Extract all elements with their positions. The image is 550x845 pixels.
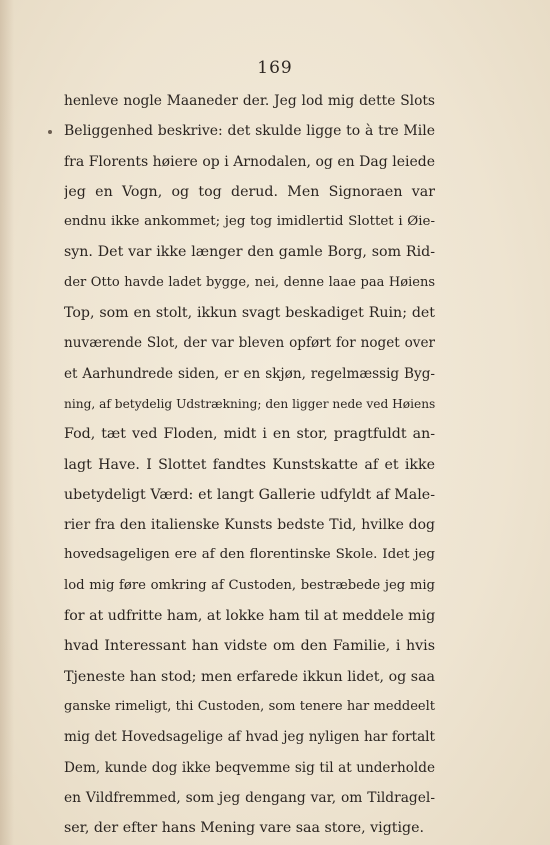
text-line: ganske rimeligt, thi Custoden, som tenere har meddeelt [64, 698, 435, 714]
text-line: ser, der efter hans Mening vare saa store, vigtige. [64, 820, 425, 837]
text-line: fra Florents høiere op i Arnodalen, og en Dag leiede [64, 153, 435, 170]
text-line: ubetydeligt Værd: et langt Gallerie udfyldt af Male- [64, 486, 435, 503]
text-line: ning, af betydelig Udstrækning; den ligger nede ved Høiens [64, 396, 435, 411]
text-line: der Otto havde ladet bygge, nei, denne laae paa Høiens [64, 274, 435, 290]
text-line: Tjeneste han stod; men erfarede ikkun lidet, og saa [64, 668, 435, 685]
text-line: Top, som en stolt, ikkun svagt beskadiget Ruin; det [64, 305, 435, 322]
margin-mark [48, 130, 52, 134]
body-text [64, 86, 435, 843]
text-line: hovedsageligen ere af den florentinske Skole. Idet jeg [64, 547, 435, 563]
text-line: Fod, tæt ved Floden, midt i en stor, pragtfuldt an- [64, 426, 435, 443]
text-line: rier fra den italienske Kunsts bedste Tid, hvilke dog [64, 517, 435, 534]
text-line: jeg en Vogn, og tog derud. Men Signoraen var [64, 183, 435, 200]
text-line: nuværende Slot, der var bleven opført for noget over [64, 335, 435, 352]
page-number: 169 [257, 58, 293, 78]
text-line: et Aarhundrede siden, er en skjøn, regelmæssig Byg- [64, 365, 435, 382]
text-line: syn. Det var ikke længer den gamle Borg, som Rid- [64, 244, 435, 261]
text-line: hvad Interessant han vidste om den Familie, i hvis [64, 638, 435, 655]
text-line: mig det Hovedsagelige af hvad jeg nyligen har fortalt [64, 729, 435, 746]
text-line: en Vildfremmed, som jeg dengang var, om Tildragel- [64, 789, 435, 806]
text-line: Dem, kunde dog ikke beqvemme sig til at underholde [64, 759, 435, 776]
text-line: henleve nogle Maaneder der. Jeg lod mig dette Slots [64, 93, 435, 109]
text-line: Beliggenhed beskrive: det skulde ligge to à tre Mile [64, 123, 435, 140]
text-line: endnu ikke ankommet; jeg tog imidlertid Slottet i Øie- [64, 214, 435, 230]
text-line: for at udfritte ham, at lokke ham til at meddele mig [64, 608, 435, 625]
text-line: lod mig føre omkring af Custoden, bestræbede jeg mig [64, 577, 435, 593]
text-line: lagt Have. I Slottet fandtes Kunstskatte af et ikke [64, 456, 435, 473]
